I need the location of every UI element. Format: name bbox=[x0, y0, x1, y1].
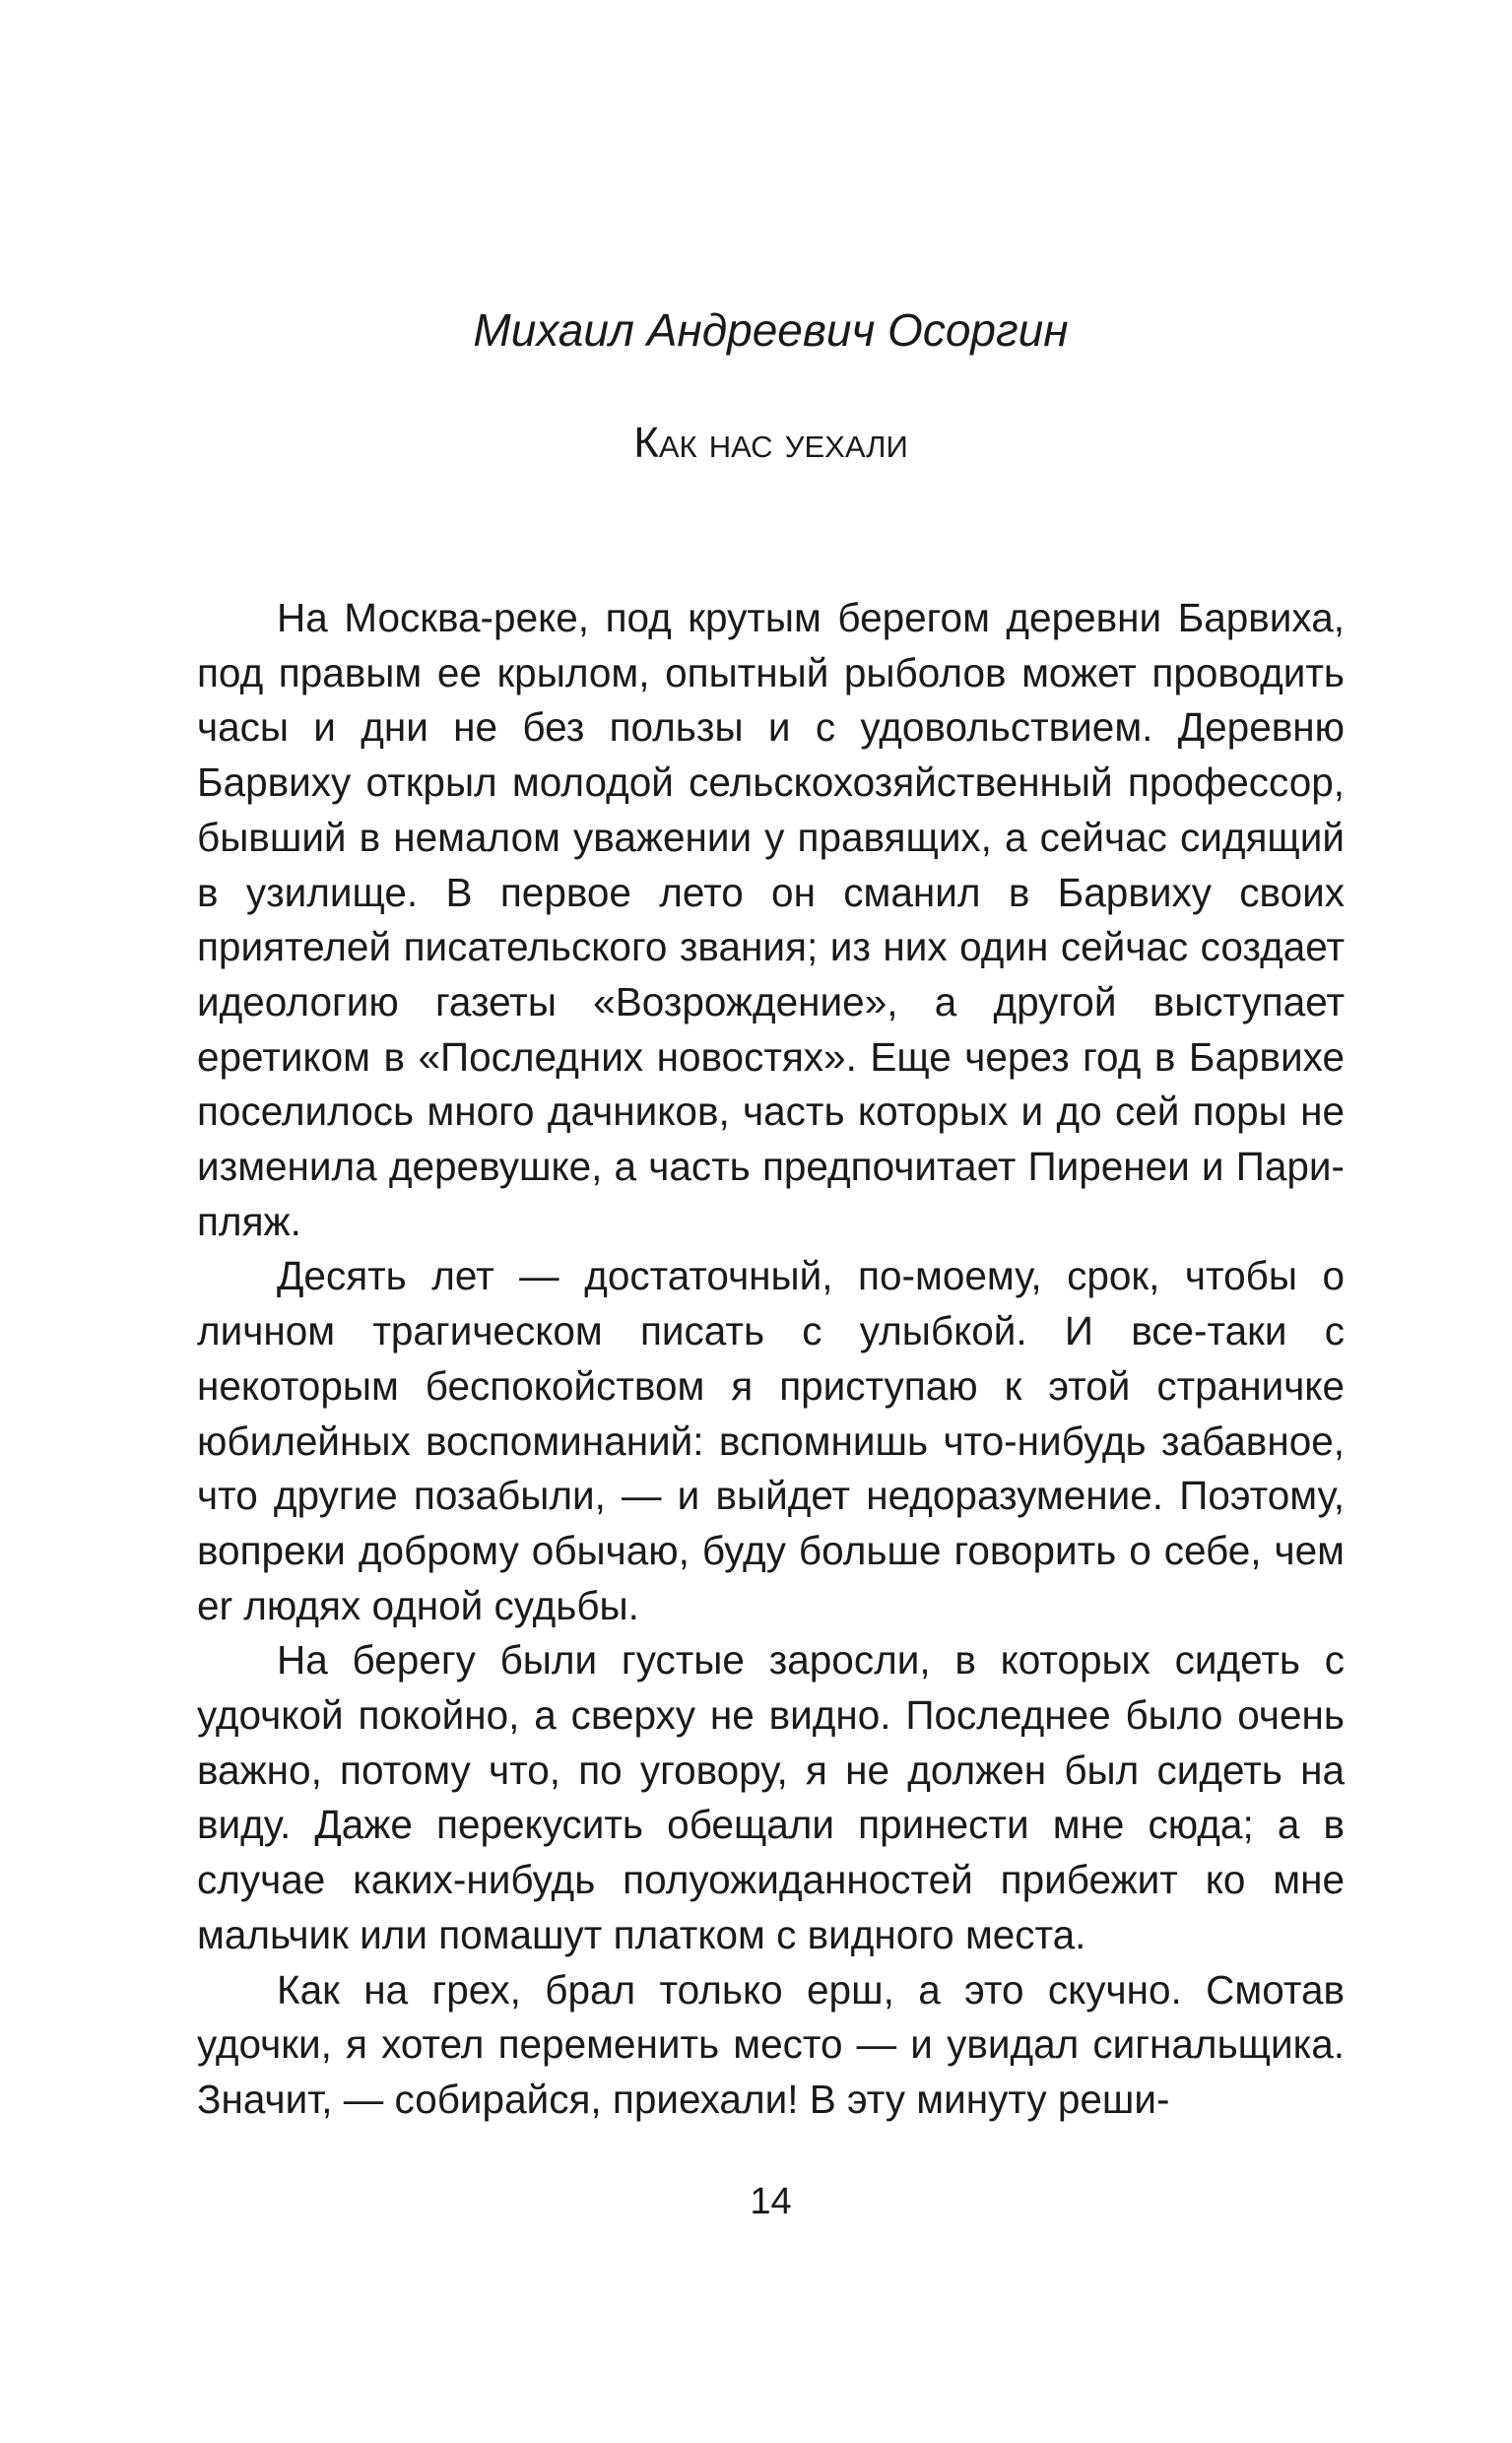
chapter-title: Как нас уехали bbox=[633, 419, 908, 467]
paragraph: Десять лет — достаточный, по-моему, срок, чтобы о личном трагическом писать с улыбкой. И все-таки с некоторым беспокойством я приступаю к этой страничке юбилейных воспоминаний: вспомнишь что-нибудь забавное, что другие позабыли, — и выйдет недоразумение. Поэтому, вопреки доброму обычаю, буду больше говорить о себе, чем er людях одной судьбы. bbox=[197, 1253, 1345, 1628]
paragraph: На берегу были густые заросли, в которых сидеть с удочкой покойно, а сверху не видно. Последнее было очень важно, потому что, по уговору, я не должен был сидеть на виду. Даже перекусить обещали принести мне сюда; а в случае каких-нибудь полуожиданностей прибежит ко мне мальчик или помашут платком с видного места. bbox=[197, 1637, 1345, 1957]
paragraph: Как на грех, брал только ерш, а это скучно. Смотав удочки, я хотел переменить место — и увидал сигнальщика. Значит, — собирайся, приехали! В эту минуту реши- bbox=[197, 1966, 1345, 2122]
body-text bbox=[197, 591, 1345, 2128]
book-page bbox=[197, 0, 1345, 2443]
paragraph: На Москва-реке, под крутым берегом деревни Барвиха, под правым ее крылом, опытный рыболов может проводить часы и дни не без пользы и с удовольствием. Деревню Барвиху открыл молодой сельскохозяйственный профессор, бывший в немалом уважении у правящих, а сейчас сидящий в узилище. В первое лето он сманил в Барвиху своих приятелей писательского звания; из них один сейчас создает идеологию газеты «Возрождение», а другой выступает еретиком в «Последних новостях». Еще через год в Барвихе поселилось много дачников, часть которых и до сей поры не изменила деревушке, а часть предпочитает Пиренеи и Пари-пляж. bbox=[197, 595, 1345, 1244]
author-name: Михаил Андреевич Осоргин bbox=[473, 304, 1069, 356]
page-number: 14 bbox=[750, 2181, 792, 2222]
